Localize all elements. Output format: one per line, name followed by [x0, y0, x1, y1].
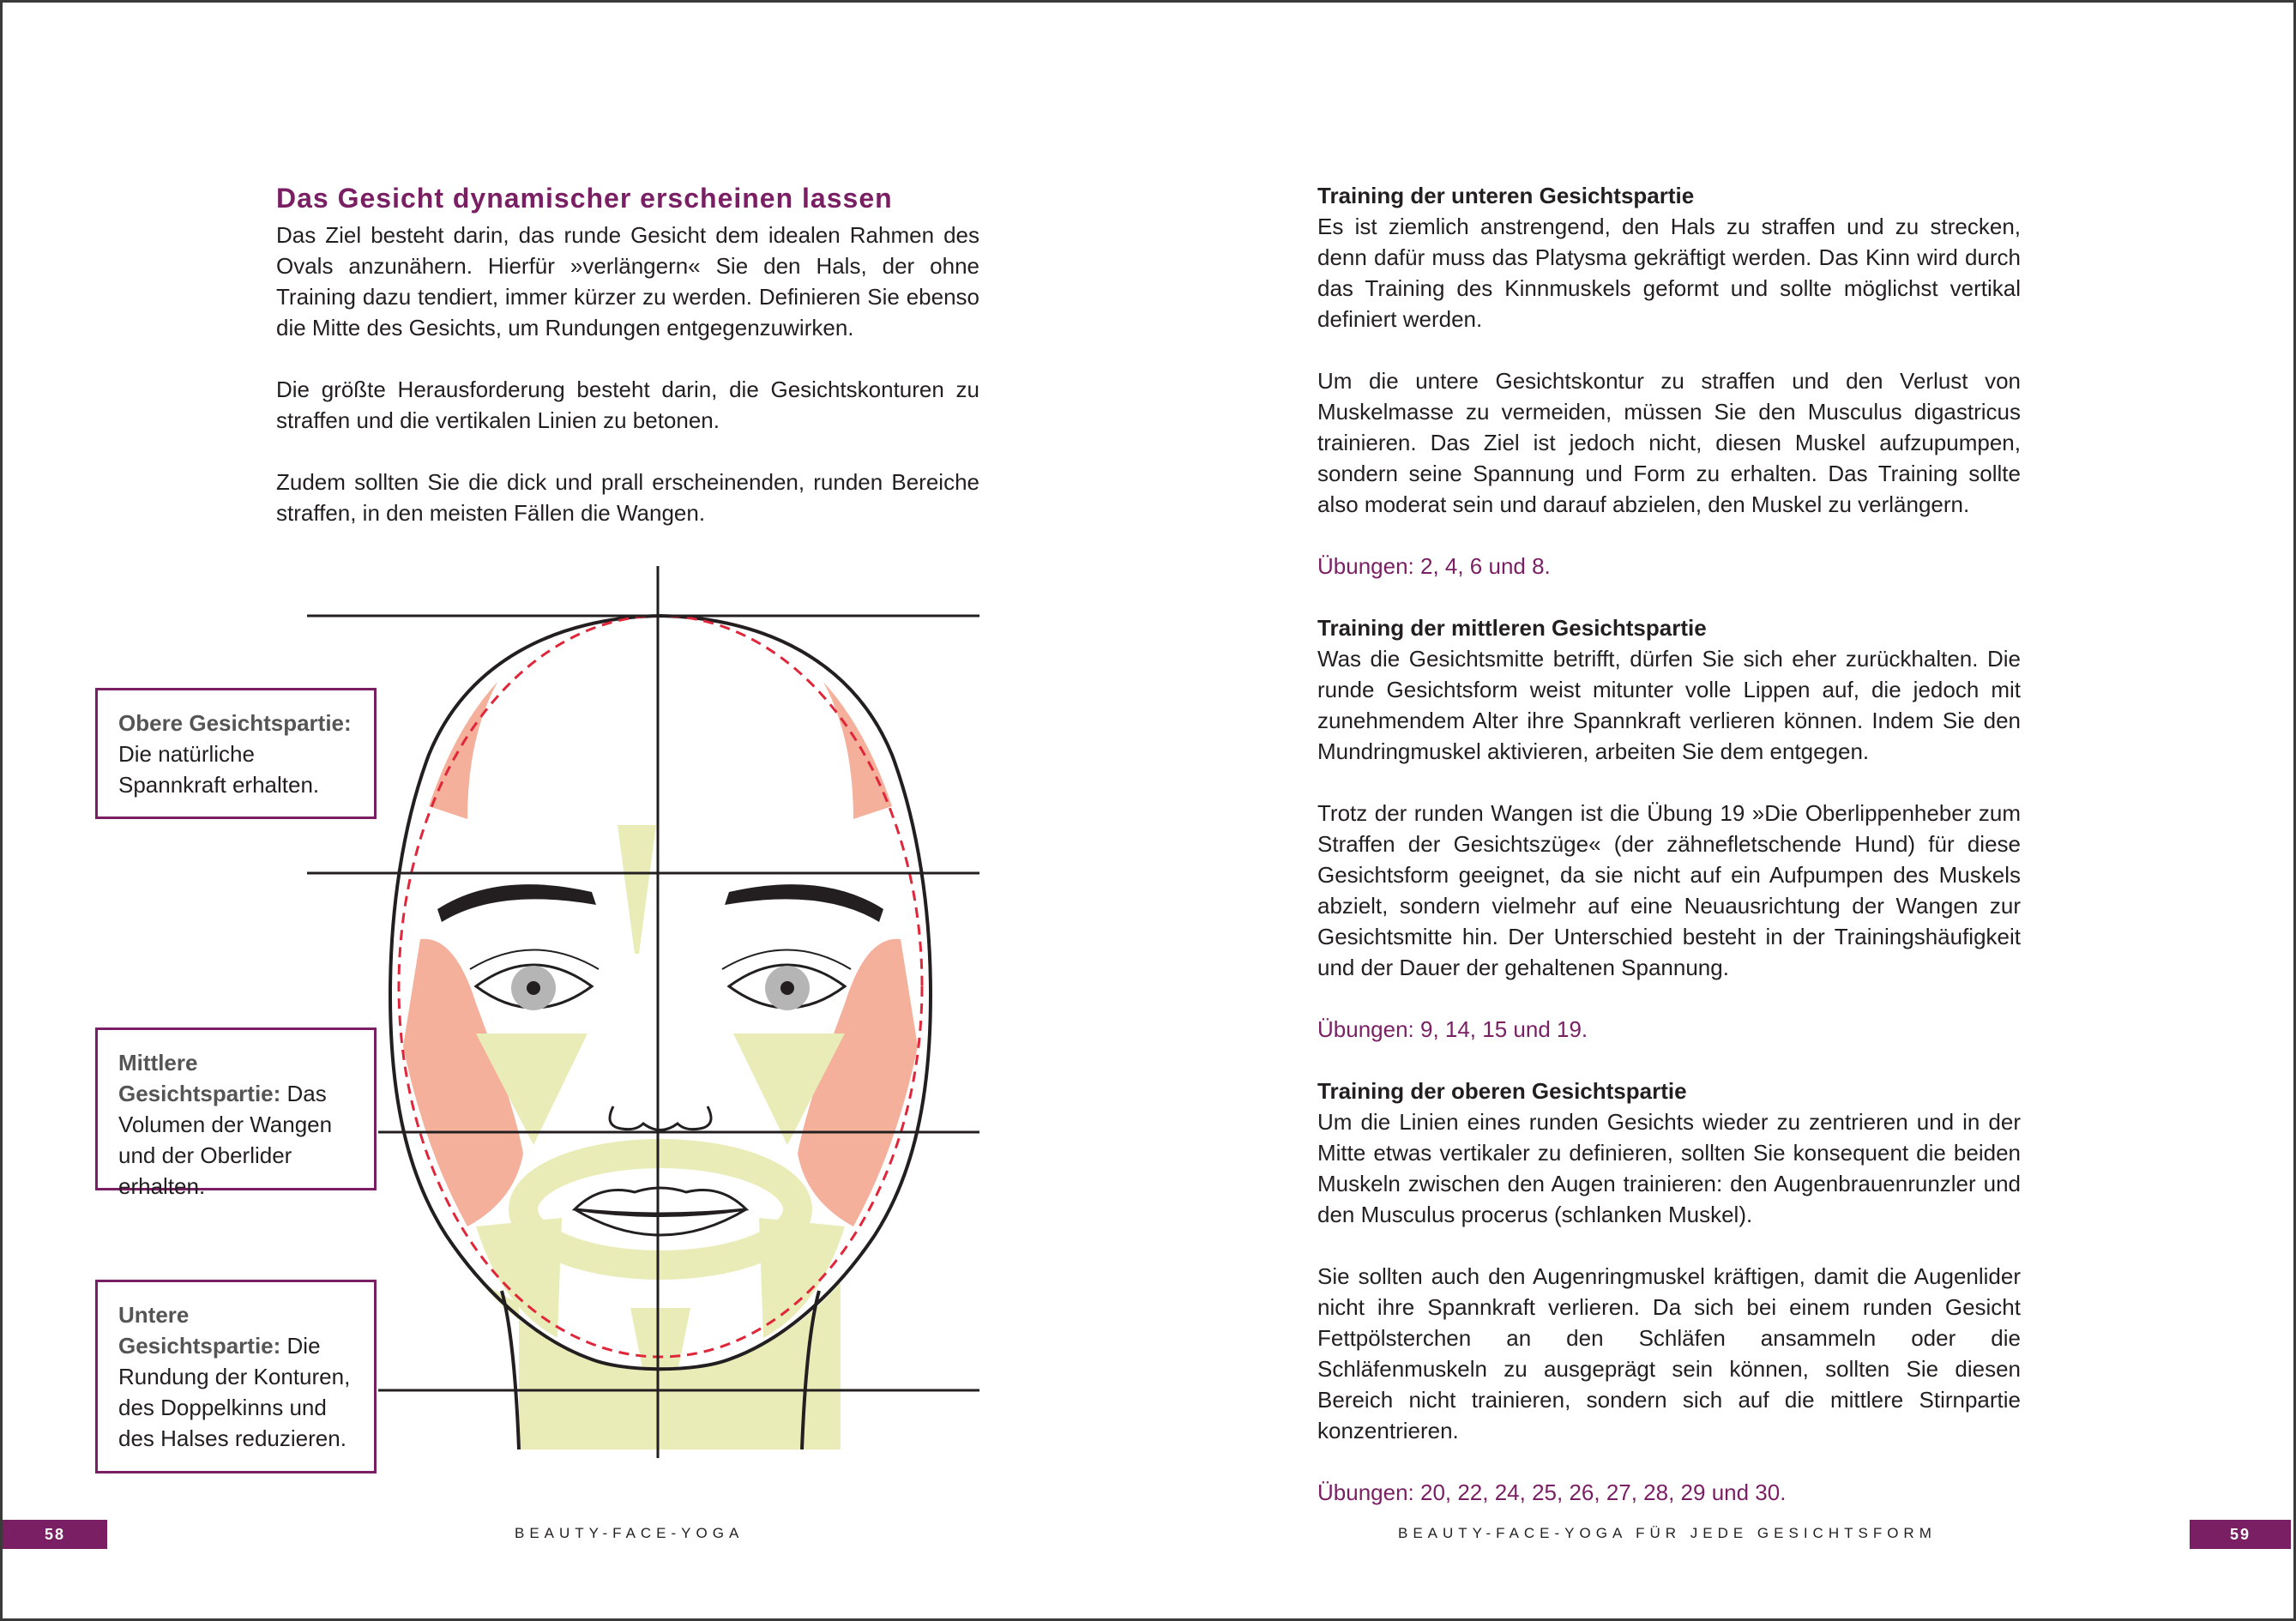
middle-face-label — [95, 1027, 377, 1199]
exercise-list: Übungen: 2, 4, 6 und 8. — [1317, 553, 1551, 579]
exercise-list: Übungen: 9, 14, 15 und 19. — [1317, 1016, 1588, 1042]
running-head-right: BEAUTY-FACE-YOGA FÜR JEDE GESICHTSFORM — [1398, 1525, 1937, 1541]
challenge-paragraph: Die größte Herausforderung besteht darin, die Gesichtskonturen zu straffen und die vertikalen Linien zu betonen. — [276, 377, 979, 433]
section-upper — [1317, 1076, 2021, 1508]
lower-face-label-title: Untere Gesichtspartie: — [118, 1302, 287, 1359]
section-paragraph: Um die Linien eines runden Gesichts wieder zu zentrieren und in der Mitte etwas vertikaler zu definieren, sollten Sie konsequent die beiden Muskeln zwischen den Augen trainieren: den Augenbrauenrunzler und den Musculus procerus (schlanken Muskel). — [1317, 1109, 2021, 1227]
page-number-right: 59 — [2190, 1520, 2291, 1549]
upper-face-label-text: Die natürliche Spannkraft erhalten. — [118, 741, 320, 798]
forehead-zone — [618, 825, 656, 954]
lips — [575, 1188, 746, 1235]
intro-paragraph: Das Ziel besteht darin, das runde Gesicht dem idealen Rahmen des Ovals anzunähern. Hierfür »verlängern« Sie den Hals, der ohne Training dazu tendiert, immer kürzer zu werden. Definieren Sie ebenso die Mitte des Gesichts, um Rundungen entgegenzuwirken. — [276, 222, 979, 340]
middle-face-label-title: Mittlere Gesichtspartie: — [118, 1050, 287, 1106]
exercise-list: Übungen: 20, 22, 24, 25, 26, 27, 28, 29 und 30. — [1317, 1479, 1787, 1505]
middle-face-label-text: Das Volumen der Wangen und der Oberlider erhalten. — [118, 1081, 333, 1199]
lower-face-label — [95, 1280, 377, 1473]
section-title: Training der unteren Gesichtspartie — [1317, 183, 1695, 208]
section-title: Training der mittleren Gesichtspartie — [1317, 615, 1707, 641]
eyebrow-right — [725, 884, 883, 922]
eyebrow-left — [437, 884, 596, 922]
section-paragraph: Um die untere Gesichtskontur zu straffen und den Verlust von Muskelmasse zu vermeiden, müssen Sie den Musculus digastricus trainieren. Das Ziel ist jedoch nicht, diesen Muskel aufzupumpen, sondern seine Spannung und Form zu erhalten. Das Training sollte also moderat sein und darauf abzielen, den Muskel zu verlängern. — [1317, 368, 2021, 517]
right-page — [1317, 180, 2021, 1539]
running-head-left: BEAUTY-FACE-YOGA — [515, 1525, 744, 1541]
lower-face-label-text: Die Rundung der Konturen, des Doppelkinns und des Halses reduzieren. — [118, 1333, 351, 1451]
section-paragraph: Trotz der runden Wangen ist die Übung 19 »Die Oberlippenheber zum Straffen der Gesichtszüge« (der zähnefletschende Hund) für diese Gesichtsform geeignet, da sie nicht auf ein Aufpumpen des Muskels abzielt, sondern vielmehr auf eine Neuausrichtung der Wangen zur Gesichtsmitte hin. Der Unterschied besteht in der Trainingshäufigkeit und der Dauer der gehaltenen Spannung. — [1317, 800, 2021, 980]
eye-left — [470, 950, 599, 1011]
page-heading: Das Gesicht dynamischer erscheinen lassen — [276, 183, 893, 214]
section-paragraph: Was die Gesichtsmitte betrifft, dürfen Sie sich eher zurückhalten. Die runde Gesichtsform weist mitunter volle Lippen auf, die jedoch mit zunehmendem Alter ihre Spannkraft verlieren können. Indem Sie den Mundringmuskel aktivieren, arbeiten Sie dem entgegen. — [1317, 646, 2021, 764]
temple-blush-right — [823, 682, 892, 819]
section-middle — [1317, 612, 2021, 1045]
cheeks-paragraph: Zudem sollten Sie die dick und prall erscheinenden, runden Bereiche straffen, in den meisten Fällen die Wangen. — [276, 469, 979, 526]
section-paragraph: Sie sollten auch den Augenringmuskel kräftigen, damit die Augenlider nicht ihre Spannkraft verlieren. Da sich bei einem runden Gesicht Fettpölsterchen an den Schläfen ansammeln oder die Schläfenmuskeln zu ausgeprägt sein können, sollten Sie diesen Bereich nicht trainieren, sondern sich auf die mittlere Stirnpartie konzentrieren. — [1317, 1263, 2021, 1443]
section-lower — [1317, 180, 2021, 582]
chin-zone — [630, 1308, 690, 1372]
section-title: Training der oberen Gesichtspartie — [1317, 1078, 1687, 1104]
section-paragraph: Es ist ziemlich anstrengend, den Hals zu straffen und zu strecken, denn dafür muss das Platysma gekräftigt werden. Das Kinn wird durch das Training des Kinnmuskels geformt und sollte möglichst vertikal definiert werden. — [1317, 214, 2021, 332]
upper-face-label — [95, 688, 377, 819]
temple-blush-left — [429, 682, 497, 819]
page-number-left: 58 — [3, 1520, 107, 1549]
eye-right — [722, 950, 851, 1011]
nose — [610, 1106, 711, 1130]
upper-face-label-title: Obere Gesichtspartie: — [118, 710, 352, 736]
